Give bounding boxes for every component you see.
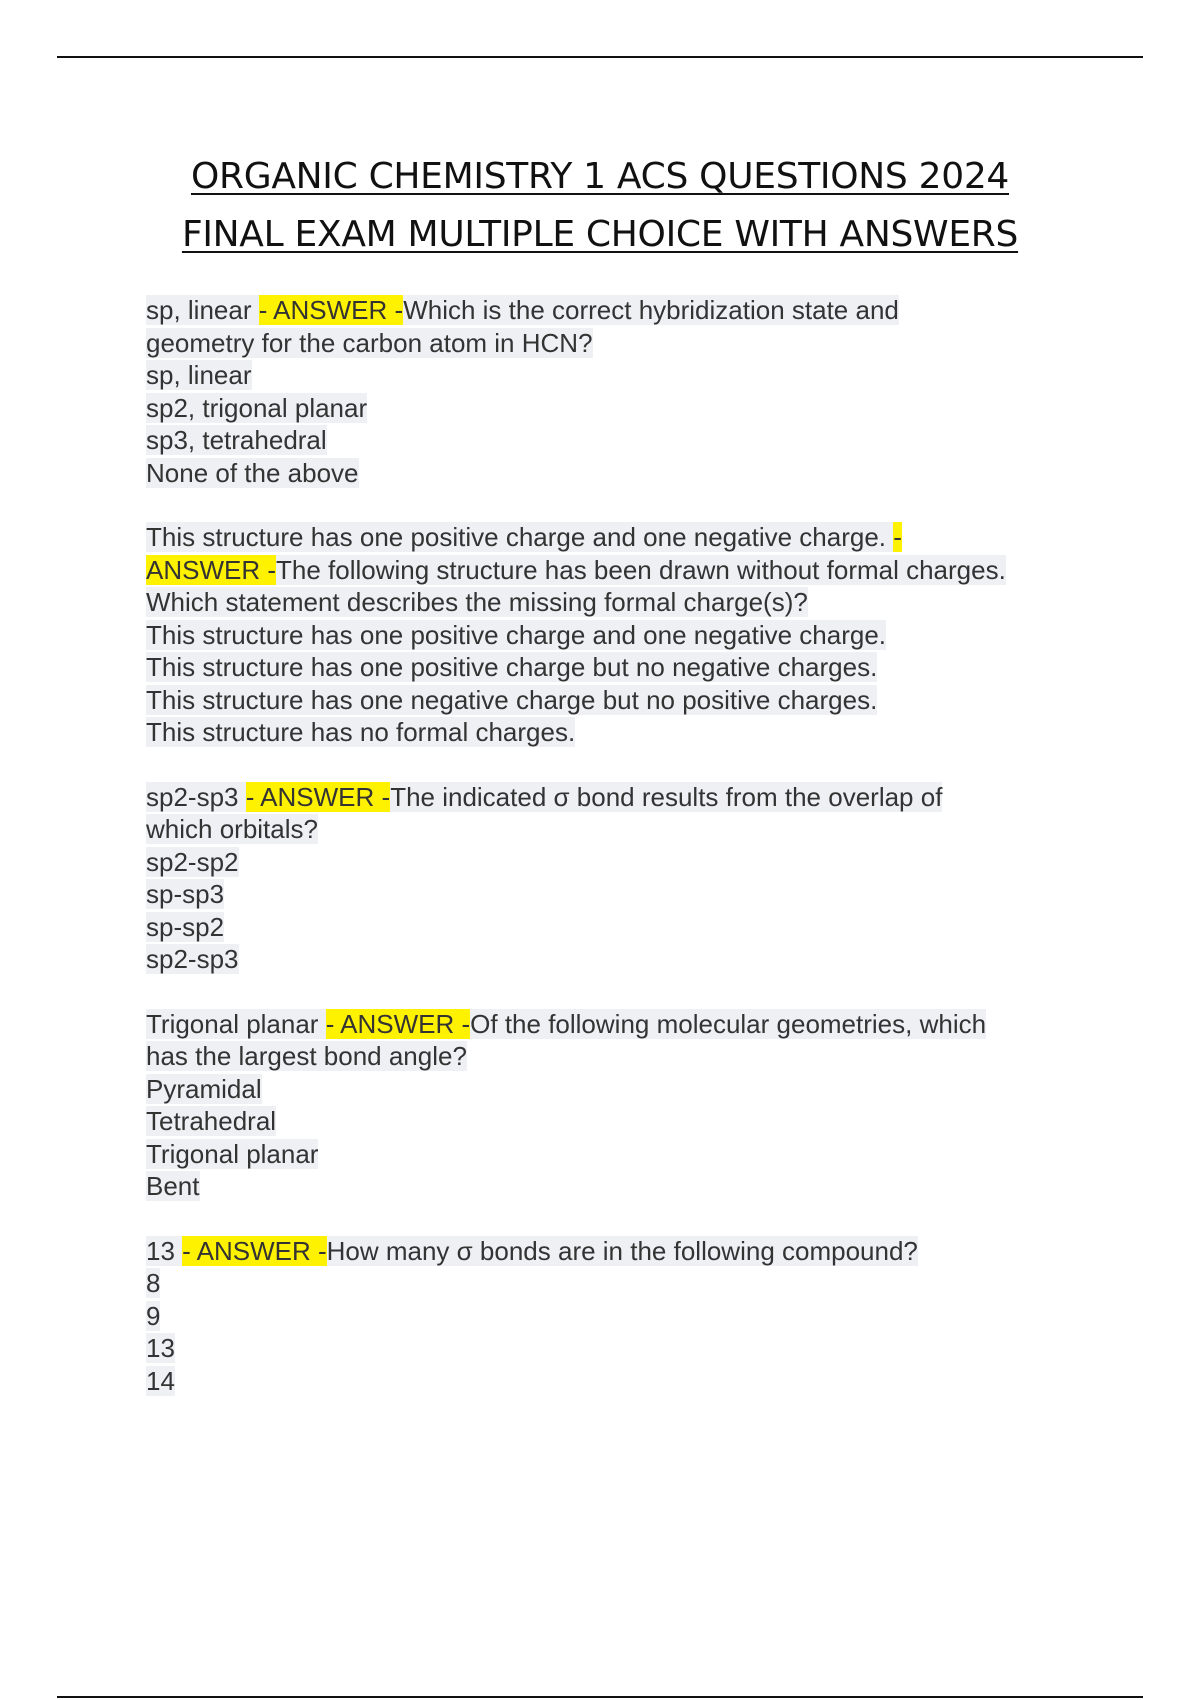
option-text: This structure has no formal charges. <box>146 717 576 747</box>
question-block-4 <box>146 1008 1086 1203</box>
answer-marker: - <box>893 522 902 552</box>
question-text: The indicated σ bond results from the overlap of <box>390 781 943 812</box>
option <box>146 1105 1086 1138</box>
option <box>146 878 1086 911</box>
answer-text: This structure has one positive charge and one negative charge. <box>146 522 894 552</box>
option-text: sp-sp2 <box>146 911 225 942</box>
question-text: How many σ bonds are in the following compound? <box>326 1235 918 1266</box>
option-text: 9 <box>146 1300 161 1331</box>
option-text: sp-sp3 <box>146 879 225 909</box>
question-text: which orbitals? <box>146 814 318 844</box>
question-line <box>146 781 1086 814</box>
answer-text: sp, linear <box>146 295 259 325</box>
question-line <box>146 1040 1086 1073</box>
title-line-1: ORGANIC CHEMISTRY 1 ACS QUESTIONS 2024 <box>190 156 1010 197</box>
option-text: Pyramidal <box>146 1073 262 1104</box>
option <box>146 1170 1086 1203</box>
option-text: Bent <box>146 1171 200 1201</box>
option <box>146 943 1086 976</box>
answer-text: sp2-sp3 <box>146 781 246 812</box>
question-line <box>146 327 1086 360</box>
option <box>146 619 1086 652</box>
document-title <box>0 148 1200 264</box>
question-line <box>146 1008 1086 1041</box>
question-list <box>146 294 1086 1429</box>
answer-marker: - ANSWER - <box>258 295 404 325</box>
option-text: This structure has one positive charge and one negative charge. <box>146 619 887 650</box>
question-text: geometry for the carbon atom in HCN? <box>146 327 593 358</box>
question-text: has the largest bond angle? <box>146 1041 467 1071</box>
option <box>146 1073 1086 1106</box>
top-rule <box>57 56 1143 58</box>
option-text: Tetrahedral <box>146 1106 277 1136</box>
question-line <box>146 554 1086 587</box>
question-line <box>146 1235 1086 1268</box>
option-text: Trigonal planar <box>146 1138 319 1169</box>
option <box>146 846 1086 879</box>
option <box>146 359 1086 392</box>
option <box>146 1365 1086 1398</box>
option <box>146 457 1086 490</box>
question-block-2 <box>146 521 1086 749</box>
title-line-2: FINAL EXAM MULTIPLE CHOICE WITH ANSWERS <box>181 214 1019 255</box>
question-line <box>146 521 1086 554</box>
answer-marker: - ANSWER - <box>245 781 391 812</box>
question-block-1 <box>146 294 1086 489</box>
option-text: sp2-sp2 <box>146 846 239 877</box>
answer-marker: ANSWER - <box>146 554 276 585</box>
option-text: 13 <box>146 1333 175 1363</box>
option-text: This structure has one negative charge but no positive charges. <box>146 684 878 715</box>
question-text: Of the following molecular geometries, which <box>470 1008 987 1039</box>
question-line <box>146 813 1086 846</box>
answer-text: 13 <box>146 1235 183 1266</box>
option-text: sp3, tetrahedral <box>146 425 327 455</box>
option-text: sp2-sp3 <box>146 944 239 974</box>
question-block-5 <box>146 1235 1086 1398</box>
option <box>146 1267 1086 1300</box>
option <box>146 684 1086 717</box>
option <box>146 1138 1086 1171</box>
question-text: Which statement describes the missing formal charge(s)? <box>146 587 808 617</box>
option <box>146 424 1086 457</box>
question-line <box>146 294 1086 327</box>
question-text: The following structure has been drawn without formal charges. <box>276 554 1006 585</box>
option-text: sp, linear <box>146 360 252 390</box>
option <box>146 392 1086 425</box>
bottom-rule <box>57 1696 1143 1698</box>
question-block-3 <box>146 781 1086 976</box>
option-text: 8 <box>146 1268 161 1298</box>
option <box>146 1300 1086 1333</box>
option <box>146 716 1086 749</box>
option <box>146 651 1086 684</box>
question-line <box>146 586 1086 619</box>
option-text: 14 <box>146 1365 175 1396</box>
option <box>146 1332 1086 1365</box>
option-text: sp2, trigonal planar <box>146 392 368 423</box>
option-text: None of the above <box>146 457 359 488</box>
question-text: Which is the correct hybridization state and <box>403 295 899 325</box>
answer-text: Trigonal planar <box>146 1008 326 1039</box>
option <box>146 911 1086 944</box>
answer-marker: - ANSWER - <box>182 1235 327 1266</box>
answer-marker: - ANSWER - <box>325 1008 471 1039</box>
option-text: This structure has one positive charge but no negative charges. <box>146 652 878 682</box>
